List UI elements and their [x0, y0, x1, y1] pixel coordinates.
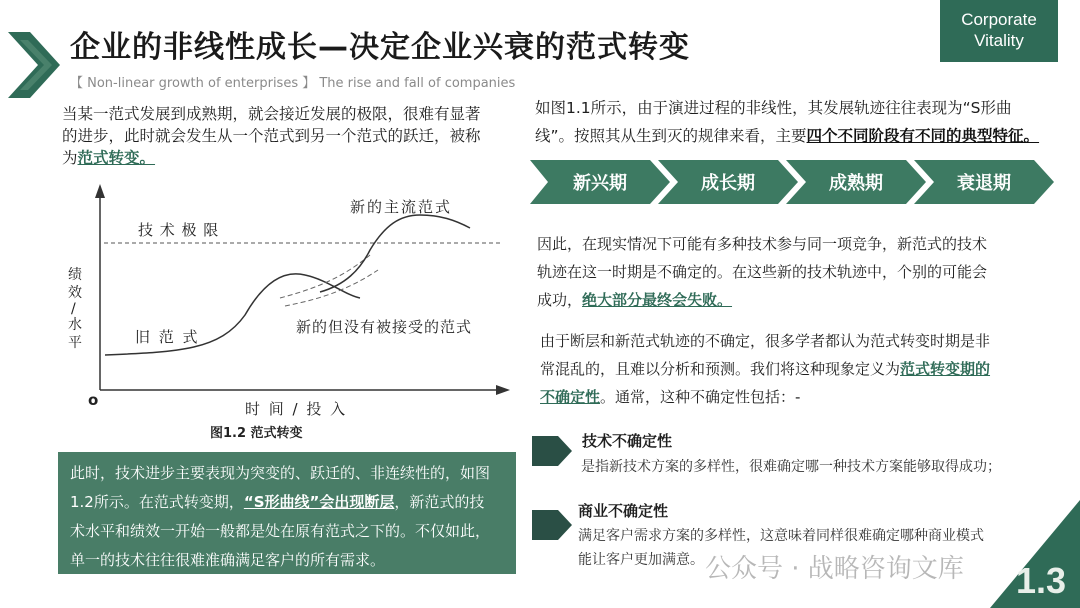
- y-label-5: 平: [68, 335, 82, 351]
- para2-line-3: 成功，: [537, 291, 583, 309]
- watermark: 公众号 · 战略咨询文库: [705, 554, 964, 584]
- green-line-4: 单一的技术往往很难准确满足客户的所有需求。: [70, 551, 386, 569]
- item-marker-icon: [532, 436, 572, 466]
- business-body-line-2: 能让客户更加满意。: [578, 552, 704, 568]
- green-line-2a: 1.2所示。在范式转变期，: [70, 493, 244, 511]
- left-intro-line-1: 当某一范式发展到成熟期，就会接近发展的极限，很难有显著: [62, 105, 481, 123]
- phase-label-2: 成长期: [701, 173, 755, 194]
- left-intro: [62, 103, 522, 169]
- phase-arrows: [530, 160, 1060, 204]
- rejected-paradigm-label: 新的但没有被接受的范式: [296, 318, 473, 336]
- page-subtitle: 【 Non-linear growth of enterprises 】 The rise and fall of companies: [70, 76, 516, 91]
- s-curve-highlight: “S形曲线”会出现断层: [243, 493, 395, 511]
- paragraph-2: [537, 230, 1057, 314]
- green-line-3: 术水平和绩效一开始一般都是处在原有范式之下的。不仅如此，: [70, 522, 491, 540]
- left-intro-line-3: 为: [62, 149, 78, 167]
- left-intro-line-2: 的进步，此时就会发生从一个范式到另一个范式的跃迁，被称: [62, 127, 481, 145]
- brand-line-2: Vitality: [974, 31, 1024, 50]
- right-intro-line-2: 线”。按照其从生到灭的规律来看，主要: [535, 127, 807, 145]
- origin-label: o: [88, 391, 99, 409]
- new-paradigm-label: 新的主流范式: [350, 198, 453, 216]
- green-line-2c: ，新范式的技: [394, 493, 485, 511]
- uncertainty-highlight-1: 范式转变期的: [900, 360, 991, 378]
- paragraph-3: [540, 327, 1060, 411]
- old-paradigm-label: 旧 范 式: [135, 328, 200, 346]
- business-uncertainty-title: 商业不确定性: [578, 502, 669, 520]
- y-label-2: 效: [68, 285, 82, 301]
- green-line-1: 此时，技术进步主要表现为突变的、跃迁的、非连续性的，如图: [70, 464, 491, 482]
- para3-line-3: 。通常，这种不确定性包括：-: [600, 388, 801, 406]
- paradigm-shift-highlight: 范式转变。: [77, 149, 156, 167]
- y-label-1: 绩: [68, 267, 82, 283]
- rejected-curve-1: [280, 255, 370, 298]
- tech-uncertainty-body: 是指新技术方案的多样性，很难确定哪一种技术方案能够取得成功；: [581, 459, 1001, 475]
- para2-line-1: 因此，在现实情况下可能有多种技术参与同一项竞争，新范式的技术: [537, 235, 988, 253]
- item-marker-icon: [532, 510, 572, 540]
- new-paradigm-curve: [320, 215, 470, 292]
- business-body-line-1: 满足客户需求方案的多样性，这意味着同样很难确定哪种商业模式: [578, 528, 984, 544]
- brand-line-1: Corporate: [961, 10, 1037, 29]
- brand-badge: [940, 0, 1058, 62]
- right-intro-line-1: 如图1.1所示，由于演进过程的非线性，其发展轨迹往往表现为“S形曲: [535, 99, 1012, 117]
- y-label-3: /: [71, 301, 76, 317]
- green-summary-box: [58, 452, 516, 574]
- uncertainty-highlight-2: 不确定性: [540, 388, 601, 406]
- tech-limit-label: 技 术 极 限: [138, 221, 220, 239]
- four-stages-highlight: 四个不同阶段有不同的典型特征。: [806, 127, 1040, 145]
- page-title: 企业的非线性成长—决定企业兴衰的范式转变: [70, 30, 690, 65]
- y-label-4: 水: [68, 317, 82, 333]
- figure-caption: 图1.2 范式转变: [210, 426, 303, 441]
- phase-label-3: 成熟期: [829, 173, 883, 194]
- chevron-logo-icon: [8, 32, 60, 98]
- para3-line-2: 常混乱的，且难以分析和预测。我们将这种现象定义为: [540, 360, 901, 378]
- para3-line-1: 由于断层和新范式轨迹的不确定，很多学者都认为范式转变时期是非: [540, 332, 991, 350]
- phase-label-4: 衰退期: [957, 173, 1011, 194]
- phase-label-1: 新兴期: [573, 173, 627, 194]
- page-number: 1.3: [1016, 560, 1067, 601]
- paradigm-shift-diagram: [60, 180, 520, 450]
- right-intro: [535, 94, 1055, 150]
- tech-uncertainty-title: 技术不确定性: [582, 432, 673, 450]
- para2-line-2: 轨迹在这一时期是不确定的。在这些新的技术轨迹中，个别的可能会: [537, 263, 988, 281]
- failure-highlight: 绝大部分最终会失败。: [582, 291, 733, 309]
- x-axis-label: 时 间 / 投 入: [245, 400, 348, 418]
